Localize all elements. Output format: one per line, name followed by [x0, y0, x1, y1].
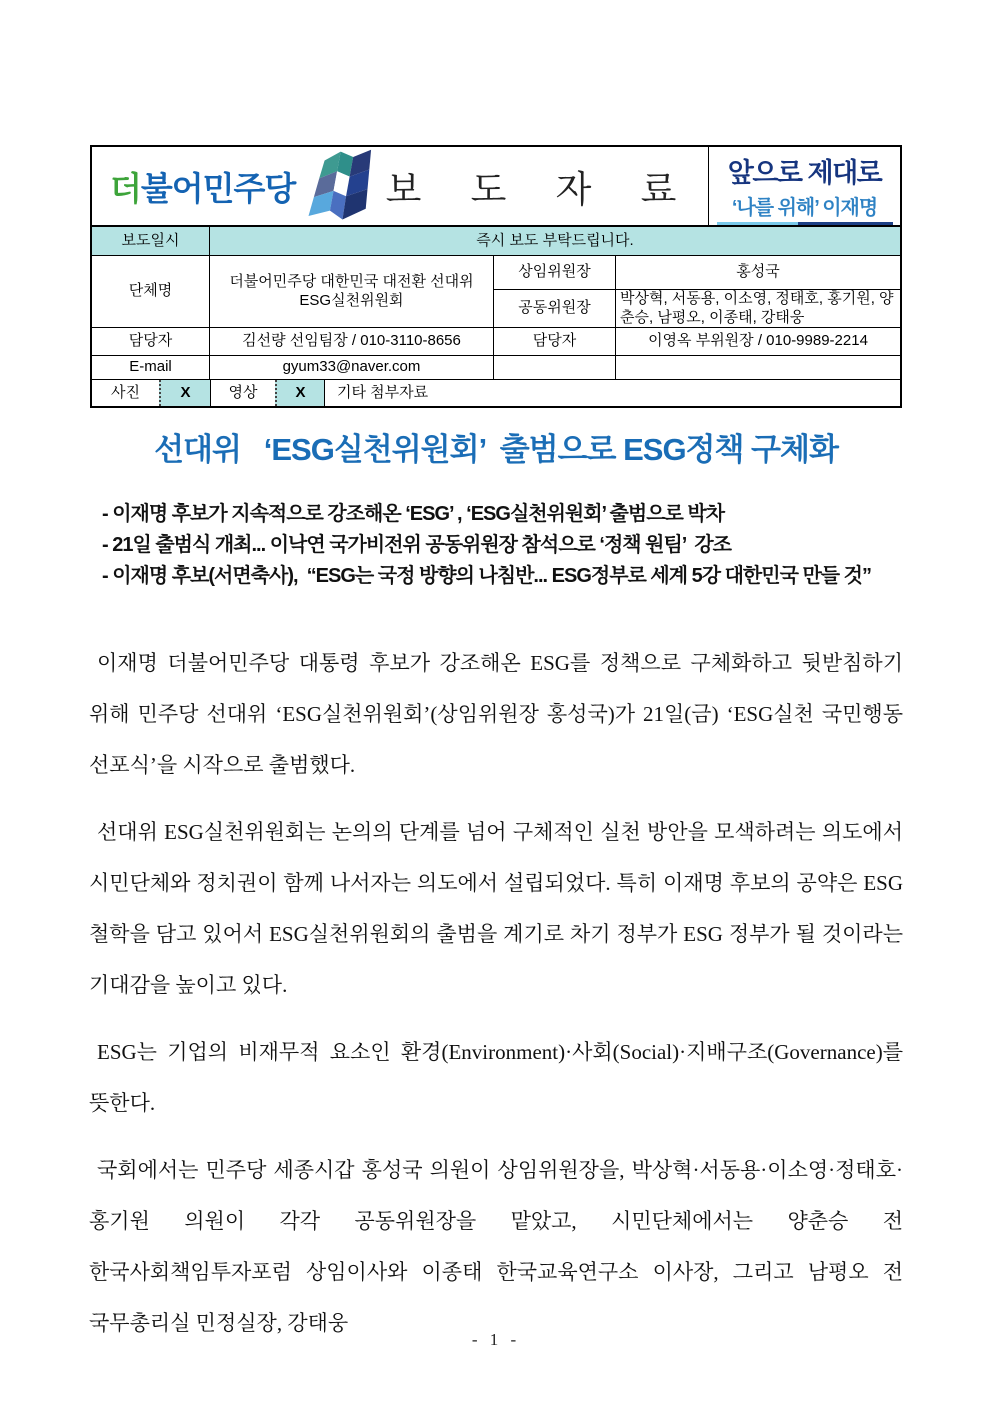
release-date-row — [92, 225, 900, 255]
article-body — [89, 638, 903, 1365]
co-chairs-value: 박상혁, 서동용, 이소영, 정태호, 홍기원, 양춘승, 남평오, 이종태, 강태웅 — [615, 290, 900, 327]
press-info-table — [90, 145, 902, 408]
page-number: - 1 - — [471, 1330, 521, 1349]
photo-checkbox-value: X — [159, 380, 210, 406]
slogan-line1: 앞으로 제대로 — [727, 158, 882, 188]
summary-bullet: - 21일 출범식 개최... 이낙연 국가비전위 공동위원장 참석으로 ‘정책 원팀’ 강조 — [102, 534, 731, 556]
press-release-heading: 보 도 자 료 — [385, 170, 697, 211]
release-date-label: 보도일시 — [92, 227, 209, 255]
party-logo-text — [110, 163, 295, 210]
body-paragraph: 이재명 더불어민주당 대통령 후보가 강조해온 ESG를 정책으로 구체화하고 뒷받침하기 위해 민주당 선대위 ‘ESG실천위원회’(상임위원장 홍성국)가 21일(금) ‘ESG실천 국민행동 선포식’을 시작으로 출범했다. — [89, 651, 903, 777]
contact-right-value: 이영옥 부위원장 / 010-9989-2214 — [615, 328, 900, 355]
organization-label: 단체명 — [128, 282, 173, 300]
party-logo — [92, 148, 364, 224]
video-checkbox-value: X — [275, 380, 324, 406]
chair-subtable — [493, 256, 900, 327]
email-row — [92, 355, 900, 379]
etc-attachment-label: 기타 첨부자료 — [324, 380, 900, 406]
email-empty-cell-2 — [615, 356, 900, 379]
release-date-value: 즉시 보도 부탁드립니다. — [209, 227, 900, 255]
summary-bullet: - 이재명 후보(서면축사), “ESG는 국정 방향의 나침반... ESG정부로 세계 5강 대한민국 만들 것” — [102, 565, 871, 587]
standing-chair-label: 상임위원장 — [493, 256, 615, 289]
contact-right-label: 담당자 — [493, 328, 615, 355]
email-empty-cell-1 — [493, 356, 615, 379]
organization-row — [92, 255, 900, 327]
party-logo-text-blue: 불어민주당 — [140, 169, 296, 207]
attachments-row — [92, 379, 900, 406]
photo-label: 사진 — [111, 383, 140, 401]
standing-chair-row — [493, 256, 900, 289]
email-value: gyum33@naver.com — [209, 356, 493, 379]
campaign-slogan-box — [708, 147, 900, 225]
body-paragraph: 국회에서는 민주당 세종시갑 홍성국 의원이 상임위원장을, 박상혁·서동용·이소영·정태호·홍기원 의원이 각각 공동위원장을 맡았고, 시민단체에서는 양춘승 전 한국사회책임투자포럼 상임이사와 이종태 한국교육연구소 이사장, 그리고 남평오 전 국무총리실 민정실장, 강태웅 — [89, 1158, 903, 1335]
slogan-line2: ‘나를 위해’ 이재명 — [731, 197, 878, 219]
video-label: 영상 — [210, 380, 275, 406]
body-paragraph: ESG는 기업의 비재무적 요소인 환경(Environment)·사회(Social)·지배구조(Governance)를 뜻한다. — [89, 1040, 903, 1115]
contact-left-value: 김선량 선임팀장 / 010-3110-8656 — [209, 328, 493, 355]
email-label: E-mail — [129, 358, 172, 376]
standing-chair-value: 홍성국 — [615, 256, 900, 289]
summary-bullets — [102, 499, 912, 592]
organization-value: 더불어민주당 대한민국 대전환 선대위 ESG실천위원회 — [209, 256, 493, 327]
summary-bullet: - 이재명 후보가 지속적으로 강조해온 ‘ESG’ , ‘ESG실천위원회’ 출범으로 박차 — [102, 503, 725, 525]
contact-row — [92, 327, 900, 355]
document-headline: 선대위 ‘ESG실천위원회’ 출범으로 ESG정책 구체화 — [154, 432, 838, 467]
co-chairs-row — [493, 289, 900, 327]
masthead-row — [92, 147, 900, 225]
co-chairs-label: 공동위원장 — [493, 290, 615, 327]
contact-left-label: 담당자 — [128, 332, 173, 350]
body-paragraph: 선대위 ESG실천위원회는 논의의 단계를 넘어 구체적인 실천 방안을 모색하려는 의도에서 시민단체와 정치권이 함께 나서자는 의도에서 설립되었다. 특히 이재명 후보의 공약은 ESG 철학을 담고 있어서 ESG실천위원회의 출범을 계기로 차기 정부가 ESG 정부가 될 것이라는 기대감을 높이고 있다. — [89, 820, 903, 997]
party-logo-text-green: 더 — [110, 169, 141, 207]
